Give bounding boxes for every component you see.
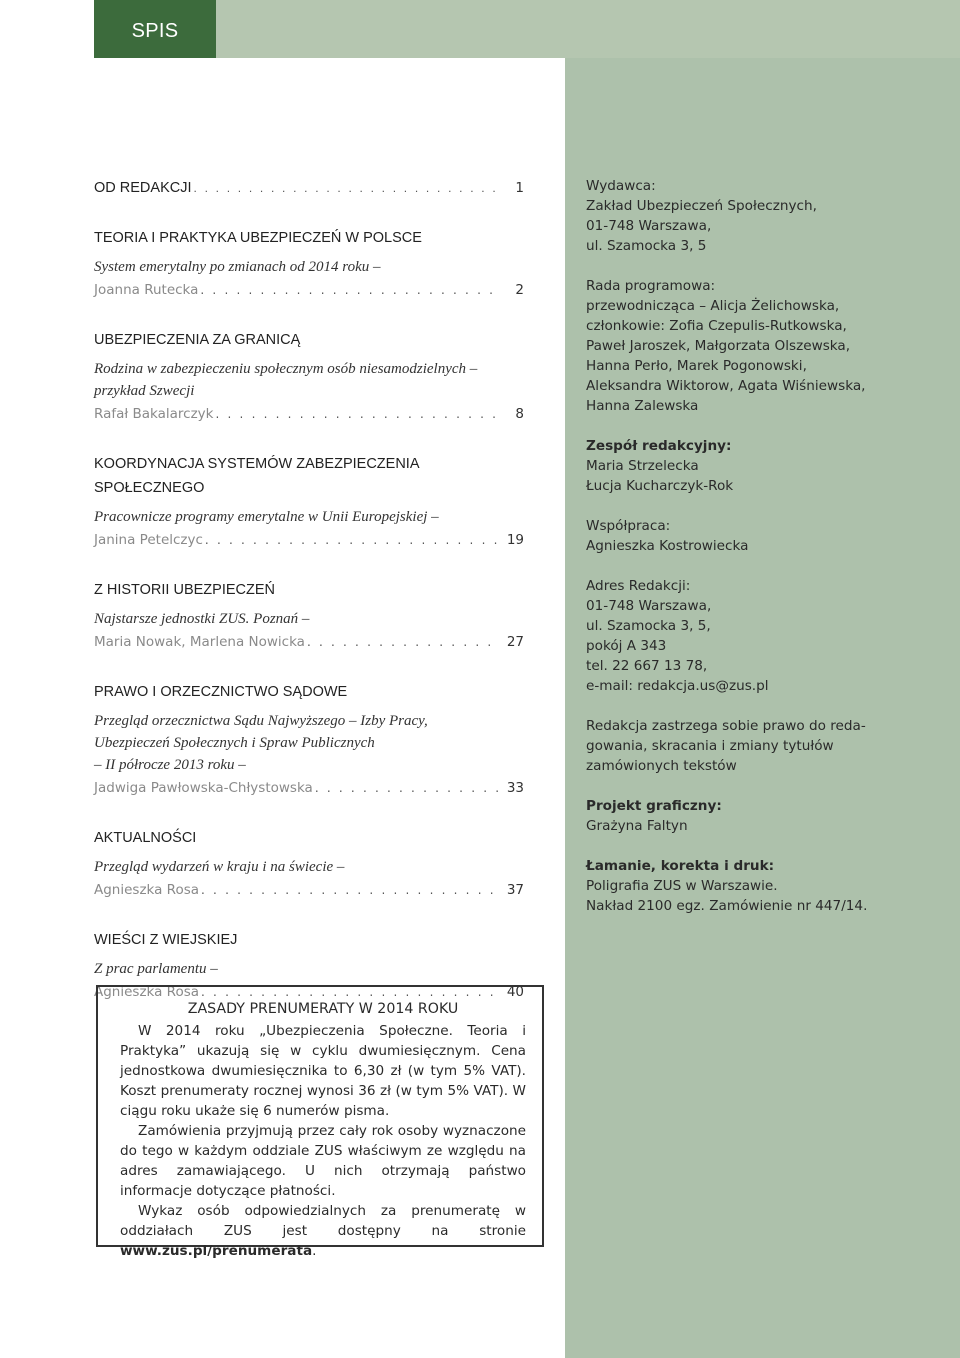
imprint-line: członkowie: Zofia Czepulis-Rutkowska, [586,318,847,334]
imprint-label: Projekt graficzny: [586,798,722,814]
toc-leader-dots [315,776,498,800]
toc-sections [94,226,524,1004]
toc-section [94,226,524,302]
imprint-line: przewodnicząca – Alicja Żelichowska, [586,298,840,314]
imprint-line: Grażyna Faltyn [586,818,688,834]
toc-entry-author-line[interactable] [94,878,524,902]
subscription-text-end: . [312,1243,317,1259]
toc-entry-author: Agnieszka Rosa [94,984,200,1000]
imprint-line: Poligrafia ZUS w Warszawie. [586,878,778,894]
imprint-line: 01-748 Warszawa, [586,598,712,614]
subscription-title: ZASADY PRENUMERATY W 2014 ROKU [187,1001,459,1017]
toc-section-title: PRAWO I ORZECZNICTWO SĄDOWE [94,684,348,700]
subscription-paragraph [120,1201,526,1261]
imprint-block [586,796,936,836]
imprint-block [586,856,936,916]
table-of-contents [94,176,524,1030]
toc-page-number: 1 [515,180,524,196]
imprint-block [586,276,936,416]
toc-section [94,578,524,654]
imprint-line: Redakcja zastrzega sobie prawo do reda- [586,718,866,734]
toc-leader-dots [307,630,498,654]
toc-entry-author: Joanna Rutecka [94,282,199,298]
toc-intro-line[interactable] [94,176,524,200]
toc-section [94,328,524,426]
toc-entry-author-line[interactable] [94,776,524,800]
toc-entry-title[interactable]: Z prac parlamentu – [94,961,218,977]
toc-leader-dots [205,528,498,552]
toc-entry-title[interactable]: Przegląd orzecznictwa Sądu Najwyższego – Izby Pracy, [94,713,428,729]
imprint-line: Maria Strzelecka [586,458,699,474]
toc-entry-author-line[interactable] [94,402,524,426]
imprint-line: Nakład 2100 egz. Zamówienie nr 447/14. [586,898,868,914]
imprint-block [586,516,936,556]
toc-section-title: WIEŚCI Z WIEJSKIEJ [94,932,238,948]
imprint-label: Rada programowa: [586,278,716,294]
imprint-line: tel. 22 667 13 78, [586,658,708,674]
imprint-block [586,436,936,496]
toc-entry-title[interactable]: System emerytalny po zmianach od 2014 roku – [94,259,381,275]
toc-entry-title[interactable]: Rodzina w zabezpieczeniu społecznym osób niesamodzielnych – [94,361,478,377]
toc-leader-dots [201,878,498,902]
toc-entry-title[interactable]: Przegląd wydarzeń w kraju i na świecie – [94,859,345,875]
imprint-line: gowania, skracania i zmiany tytułów [586,738,834,754]
toc-intro-title: OD REDAKCJI [94,180,192,196]
toc-leader-dots [216,402,499,426]
imprint-block [586,716,936,776]
toc-leader-dots [194,176,499,200]
toc-entry-author: Maria Nowak, Marlena Nowicka [94,634,305,650]
toc-section-title: KOORDYNACJA SYSTEMÓW ZABEZPIECZENIA SPOŁECZNEGO [94,456,419,496]
imprint-block [586,576,936,696]
subscription-box [96,985,544,1259]
toc-entry-author-line[interactable] [94,528,524,552]
imprint-label: Adres Redakcji: [586,578,691,594]
imprint-line: ul. Szamocka 3, 5, [586,618,711,634]
imprint-label: Zespół redakcyjny: [586,438,732,454]
toc-leader-dots [200,278,498,302]
toc-entry-author: Janina Petelczyc [94,532,203,548]
toc-entry-title[interactable]: Pracownicze programy emerytalne w Unii Europejskiej – [94,509,439,525]
toc-entry-author: Rafał Bakalarczyk [94,406,214,422]
toc-page-number: 27 [506,634,524,650]
imprint-label: Współpraca: [586,518,671,534]
imprint-label: Łamanie, korekta i druk: [586,858,775,874]
toc-page-number: 33 [506,780,524,796]
imprint-line: e-mail: redakcja.us@zus.pl [586,678,769,694]
toc-page-number: 8 [515,406,524,422]
subscription-text: Wykaz osób odpowiedzialnych za prenumeratę w oddziałach ZUS jest dostępny na stronie [120,1203,526,1239]
imprint-label: Wydawca: [586,178,656,194]
toc-entry-author: Jadwiga Pawłowska-Chłystowska [94,780,313,796]
page-title: SPIS TREŚCI [94,0,216,58]
imprint-line: ul. Szamocka 3, 5 [586,238,707,254]
imprint-line: Hanna Zalewska [586,398,699,414]
toc-page-number: 2 [515,282,524,298]
imprint-line: Hanna Perło, Marek Pogonowski, [586,358,807,374]
imprint-line: pokój A 343 [586,638,667,654]
imprint-line: Agnieszka Kostrowiecka [586,538,749,554]
subscription-link[interactable]: www.zus.pl/prenumerata [120,1243,313,1259]
imprint-line: 01-748 Warszawa, [586,218,712,234]
imprint-block [586,176,936,256]
toc-section [94,680,524,800]
toc-entry-title[interactable]: Najstarsze jednostki ZUS. Poznań – [94,611,310,627]
toc-entry-author-line[interactable] [94,278,524,302]
toc-entry-author-line[interactable] [94,630,524,654]
toc-section-title: Z HISTORII UBEZPIECZEŃ [94,582,276,598]
subscription-paragraph: W 2014 roku „Ubezpieczenia Społeczne. Teoria i Praktyka” ukazują się w cyklu dwumiesięcznym. Cena jednostkowa dwumiesięcznika to 6,30 zł (w tym 5% VAT). Koszt prenumeraty rocznej wynosi 36 zł (w tym 5% VAT). W ciągu roku ukaże się 6 numerów pisma. [120,1023,526,1119]
toc-entry-title[interactable]: Ubezpieczeń Społecznych i Spraw Publicznych [94,735,375,751]
toc-section [94,826,524,902]
toc-section-title: AKTUALNOŚCI [94,830,197,846]
toc-entry-author: Agnieszka Rosa [94,882,200,898]
toc-page-number: 19 [506,532,524,548]
imprint-line: Łucja Kucharczyk-Rok [586,478,734,494]
toc-entry-title[interactable]: przykład Szwecji [94,383,195,399]
imprint-line: Zakład Ubezpieczeń Społecznych, [586,198,817,214]
subscription-paragraph: Zamówienia przyjmują przez cały rok osoby wyznaczone do tego w każdym oddziale ZUS właściwym ze względu na adres zamawiającego. U nich otrzymają państwo informacje dotyczące płatności. [120,1123,526,1199]
imprint-line: Paweł Jaroszek, Małgorzata Olszewska, [586,338,851,354]
imprint-line: zamówionych tekstów [586,758,737,774]
toc-page-number: 37 [506,882,524,898]
toc-section-title: UBEZPIECZENIA ZA GRANICĄ [94,332,301,348]
imprint-line: Aleksandra Wiktorow, Agata Wiśniewska, [586,378,866,394]
toc-page-number: 40 [506,984,524,1000]
toc-section-title: TEORIA I PRAKTYKA UBEZPIECZEŃ W POLSCE [94,230,422,246]
toc-intro [94,176,524,200]
toc-entry-title[interactable]: – II półrocze 2013 roku – [94,757,246,773]
imprint [586,176,936,936]
header-band [94,0,960,58]
toc-section [94,452,524,552]
